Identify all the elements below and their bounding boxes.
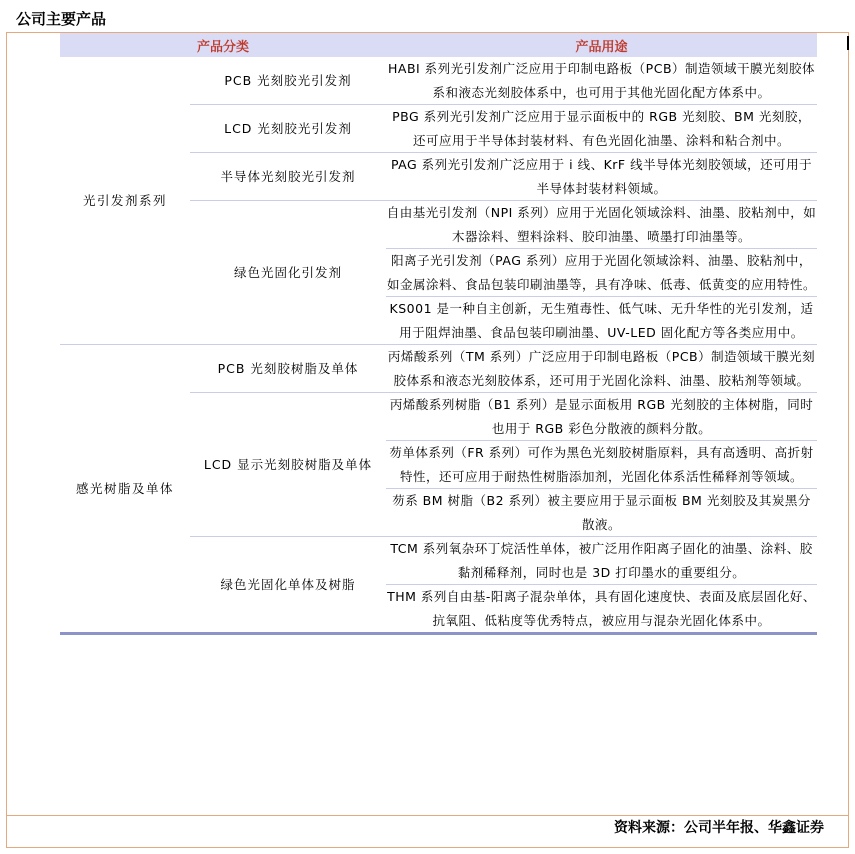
product-usage: HABI 系列光引发剂广泛应用于印制电路板（PCB）制造领域干膜光刻胶体系和液态光刻胶体系中，也可用于其他光固化配方体系中。 <box>386 57 817 105</box>
header-usage: 产品用途 <box>386 33 817 57</box>
product-usage: TCM 系列氧杂环丁烷活性单体，被广泛用作阳离子固化的油墨、涂料、胶黏剂稀释剂，同时也是 3D 打印墨水的重要组分。 <box>386 537 817 585</box>
product-usage: 丙烯酸系列（TM 系列）广泛应用于印制电路板（PCB）制造领域干膜光刻胶体系和液态光刻胶体系，还可用于光固化涂料、油墨、胶粘剂等领域。 <box>386 345 817 393</box>
product-name: LCD 光刻胶光引发剂 <box>190 105 386 153</box>
product-usage: KS001 是一种自主创新，无生殖毒性、低气味、无升华性的光引发剂，适用于阻焊油墨、食品包装印刷油墨、UV-LED 固化配方等各类应用中。 <box>386 297 817 345</box>
products-table <box>60 33 817 635</box>
product-name: 半导体光刻胶光引发剂 <box>190 153 386 201</box>
table-row <box>60 345 817 393</box>
product-usage: 芴单体系列（FR 系列）可作为黑色光刻胶树脂原料，具有高透明、高折射特性，还可应用于耐热性树脂添加剂，光固化体系活性稀释剂等领域。 <box>386 441 817 489</box>
title-bar <box>6 6 849 33</box>
product-usage: PAG 系列光引发剂广泛应用于 i 线、KrF 线半导体光刻胶领域，还可用于半导体封装材料领域。 <box>386 153 817 201</box>
series-photoinitiator: 光引发剂系列 <box>82 192 167 208</box>
product-usage: THM 系列自由基-阳离子混杂单体，具有固化速度快、表面及底层固化好、抗氧阻、低粘度等优秀特点，被应用与混杂光固化体系中。 <box>386 585 817 634</box>
product-name: 绿色光固化引发剂 <box>190 201 386 345</box>
table-header-row <box>60 33 817 57</box>
table-row <box>60 57 817 105</box>
product-name: PCB 光刻胶树脂及单体 <box>190 345 386 393</box>
text-cursor-mark <box>847 36 849 50</box>
source-note: 资料来源：公司半年报、华鑫证券 <box>614 820 824 836</box>
product-usage: 芴系 BM 树脂（B2 系列）被主要应用于显示面板 BM 光刻胶及其炭黑分散液。 <box>386 489 817 537</box>
product-usage: PBG 系列光引发剂广泛应用于显示面板中的 RGB 光刻胶、BM 光刻胶，还可应用于半导体封装材料、有色光固化油墨、涂料和粘合剂中。 <box>386 105 817 153</box>
product-name: LCD 显示光刻胶树脂及单体 <box>190 393 386 537</box>
source-bar <box>6 815 849 848</box>
page-title: 公司主要产品 <box>16 10 107 28</box>
product-usage: 丙烯酸系列树脂（B1 系列）是显示面板用 RGB 光刻胶的主体树脂，同时也用于 RGB 彩色分散液的颜料分散。 <box>386 393 817 441</box>
product-name: PCB 光刻胶光引发剂 <box>190 57 386 105</box>
header-category: 产品分类 <box>60 33 386 57</box>
product-name: 绿色光固化单体及树脂 <box>190 537 386 634</box>
series-resin-monomer: 感光树脂及单体 <box>60 345 190 634</box>
product-usage: 自由基光引发剂（NPI 系列）应用于光固化领域涂料、油墨、胶粘剂中，如木器涂料、塑料涂料、胶印油墨、喷墨打印油墨等。 <box>386 201 817 249</box>
product-usage: 阳离子光引发剂（PAG 系列）应用于光固化领域涂料、油墨、胶粘剂中，如金属涂料、食品包装印刷油墨等，具有净味、低毒、低黄变的应用特性。 <box>386 249 817 297</box>
